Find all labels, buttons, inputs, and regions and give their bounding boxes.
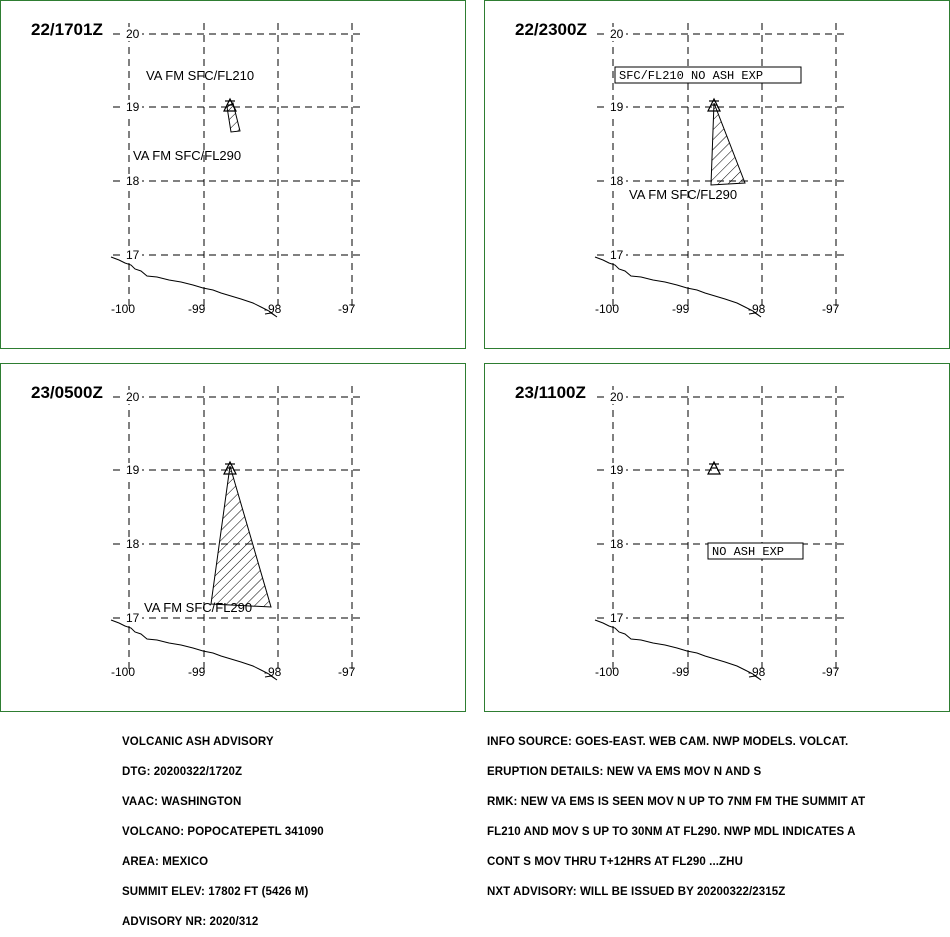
- map-panel-1: [0, 0, 466, 349]
- advisory-area: AREA: MEXICO: [122, 856, 209, 868]
- lon-tick-99: -99: [672, 302, 690, 316]
- ash-label-1: VA FM SFC/FL210: [146, 68, 255, 83]
- ash-label-1: VA FM SFC/FL290: [144, 600, 253, 615]
- lon-ticks: [111, 665, 356, 679]
- advisory-title: VOLCANIC ASH ADVISORY: [122, 736, 274, 748]
- advisory-dtg: DTG: 20200322/1720Z: [122, 766, 243, 778]
- volcano-icon: [708, 462, 720, 474]
- lat-tick-18: 18: [126, 174, 140, 188]
- map-panel-2: [484, 0, 950, 349]
- lon-ticks: [595, 665, 840, 679]
- ash-label-2: VA FM SFC/FL290: [133, 148, 242, 163]
- advisory-remark-1: RMK: NEW VA EMS IS SEEN MOV N UP TO 7NM FM THE SUMMIT AT: [487, 796, 866, 808]
- ash-label-1: VA FM SFC/FL290: [629, 187, 738, 202]
- ash-area-fl290: [711, 103, 745, 185]
- lat-tick-17: 17: [126, 611, 140, 625]
- lon-tick-99: -99: [188, 665, 206, 679]
- valid-time: 23/1100Z: [515, 383, 586, 402]
- lon-tick-98: -98: [264, 302, 282, 316]
- map-3: [1, 364, 467, 713]
- lon-ticks: [111, 302, 356, 316]
- advisory-vaac: VAAC: WASHINGTON: [122, 796, 242, 808]
- advisory-summit: SUMMIT ELEV: 17802 FT (5426 M): [122, 886, 309, 898]
- lon-tick-97: -97: [822, 665, 840, 679]
- lat-tick-20: 20: [610, 27, 624, 41]
- map-panel-4: [484, 363, 950, 712]
- lon-tick-100: -100: [111, 302, 136, 316]
- advisory-next: NXT ADVISORY: WILL BE ISSUED BY 20200322/2315Z: [487, 886, 786, 898]
- lat-tick-17: 17: [610, 611, 624, 625]
- lon-tick-98: -98: [748, 665, 766, 679]
- valid-time: 22/1701Z: [31, 20, 103, 39]
- advisory-details-block: [487, 717, 865, 907]
- advisory-number: ADVISORY NR: 2020/312: [122, 916, 259, 928]
- valid-time: 22/2300Z: [515, 20, 587, 39]
- lon-tick-98: -98: [748, 302, 766, 316]
- lat-tick-20: 20: [610, 390, 624, 404]
- ash-area-fl290: [211, 466, 271, 607]
- lat-ticks: [608, 390, 626, 625]
- lat-tick-17: 17: [126, 248, 140, 262]
- lon-tick-97: -97: [338, 665, 356, 679]
- map-4: [485, 364, 950, 713]
- advisory-info-source: INFO SOURCE: GOES-EAST. WEB CAM. NWP MODELS. VOLCAT.: [487, 736, 849, 748]
- no-ash-text: NO ASH EXP: [712, 545, 785, 559]
- valid-time: 23/0500Z: [31, 383, 103, 402]
- lat-tick-19: 19: [610, 463, 624, 477]
- lat-tick-18: 18: [126, 537, 140, 551]
- lat-ticks: [124, 27, 142, 262]
- lon-tick-100: -100: [595, 302, 620, 316]
- graticule: [597, 386, 846, 669]
- lon-tick-98: -98: [264, 665, 282, 679]
- lon-tick-97: -97: [338, 302, 356, 316]
- lat-tick-19: 19: [126, 100, 140, 114]
- no-ash-text: SFC/FL210 NO ASH EXP: [619, 69, 764, 83]
- map-panel-3: [0, 363, 466, 712]
- lon-tick-99: -99: [672, 665, 690, 679]
- map-1: [1, 1, 467, 350]
- advisory-volcano: VOLCANO: POPOCATEPETL 341090: [122, 826, 324, 838]
- map-2: [485, 1, 950, 350]
- advisory-eruption: ERUPTION DETAILS: NEW VA EMS MOV N AND S: [487, 766, 762, 778]
- lat-tick-20: 20: [126, 27, 140, 41]
- lat-tick-18: 18: [610, 537, 624, 551]
- lat-tick-20: 20: [126, 390, 140, 404]
- lon-tick-97: -97: [822, 302, 840, 316]
- lat-tick-19: 19: [126, 463, 140, 477]
- advisory-remark-2: FL210 AND MOV S UP TO 30NM AT FL290. NWP MDL INDICATES A: [487, 826, 856, 838]
- lon-tick-99: -99: [188, 302, 206, 316]
- lon-ticks: [595, 302, 840, 316]
- lat-tick-18: 18: [610, 174, 624, 188]
- graticule: [113, 23, 362, 306]
- lon-tick-100: -100: [595, 665, 620, 679]
- lat-ticks: [608, 27, 626, 262]
- lat-tick-19: 19: [610, 100, 624, 114]
- lat-tick-17: 17: [610, 248, 624, 262]
- advisory-header-block: [122, 717, 324, 937]
- lat-ticks: [124, 390, 142, 625]
- advisory-remark-3: CONT S MOV THRU T+12HRS AT FL290 ...ZHU: [487, 856, 743, 868]
- lon-tick-100: -100: [111, 665, 136, 679]
